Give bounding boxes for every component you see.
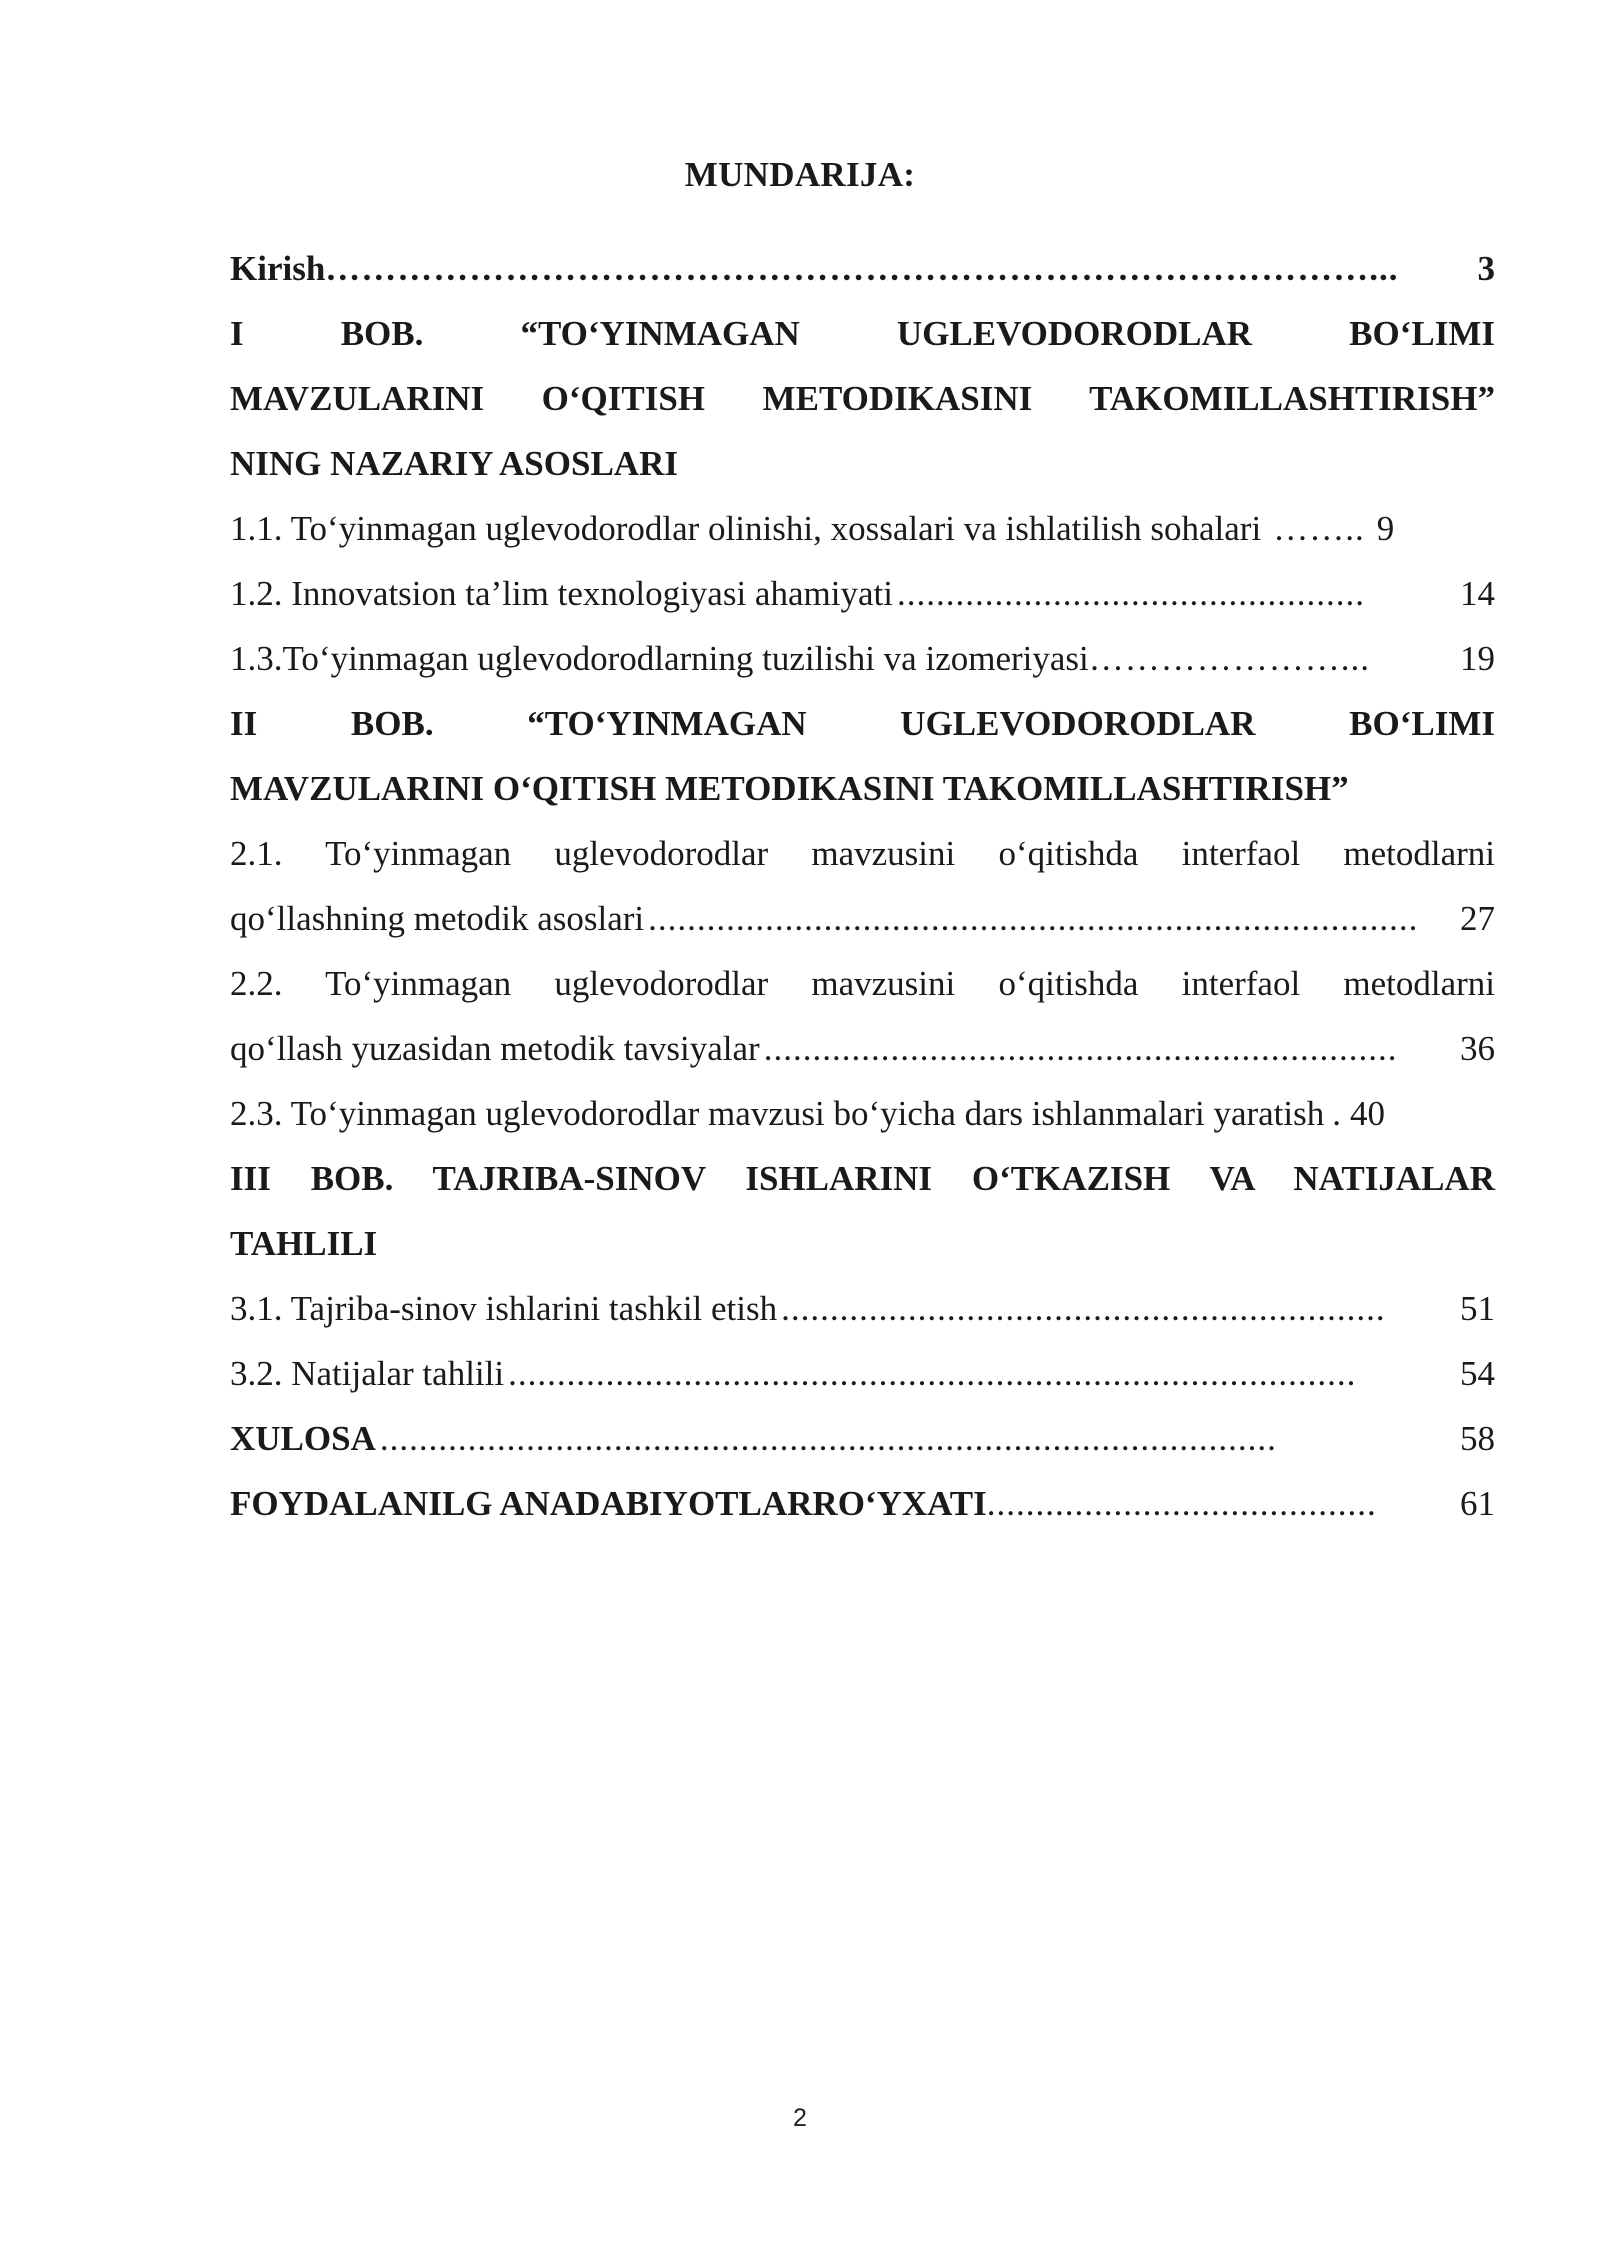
toc-entry-2-1-line-1: 2.1. To‘yinmagan uglevodorodlar mavzusini o‘qitishda interfaol metodlarni	[230, 834, 1495, 873]
dot-leader: .................................................................	[763, 1029, 1398, 1068]
toc-entry-label: FOYDALANILG ANADABIYOTLARRO‘YXATI	[230, 1484, 987, 1523]
toc-chapter-3-line-2: TAHLILI	[230, 1224, 378, 1263]
toc-title: MUNDARIJA:	[684, 155, 916, 194]
toc-entry-label: 3.1. Tajriba-sinov ishlarini tashkil etish	[230, 1289, 778, 1328]
page-number: 2	[793, 2104, 807, 2132]
toc-page-number: 14	[1460, 574, 1495, 613]
toc-entry-2-2-line-1: 2.2. To‘yinmagan uglevodorodlar mavzusini o‘qitishda interfaol metodlarni	[230, 964, 1495, 1003]
dot-leader: ............................................................................................	[379, 1419, 1277, 1458]
toc-entry-label: qo‘llash yuzasidan metodik tavsiyalar	[230, 1029, 760, 1068]
dot-leader: .......................................................................................	[508, 1354, 1357, 1393]
toc-page-number: 40	[1350, 1094, 1385, 1133]
table-of-contents	[230, 236, 1495, 1536]
toc-chapter-1-line-2: MAVZULARINI O‘QITISH METODIKASINI TAKOMILLASHTIRISH”	[230, 379, 1495, 418]
toc-chapter-2-line-2: MAVZULARINI O‘QITISH METODIKASINI TAKOMILLASHTIRISH”	[230, 769, 1349, 808]
dot-leader: ........................................	[986, 1484, 1377, 1523]
toc-entry-label: 1.2. Innovatsion ta’lim texnologiyasi ahamiyati	[230, 574, 893, 613]
toc-entry-label: 1.1. To‘yinmagan uglevodorodlar olinishi, xossalari va ishlatilish sohalari	[230, 509, 1262, 548]
toc-entry-1-1	[230, 496, 1495, 561]
toc-page-number: 3	[1477, 249, 1495, 288]
toc-entry-xulosa	[230, 1406, 1495, 1471]
toc-chapter-2-line-1: II BOB. “TO‘YINMAGAN UGLEVODORODLAR BO‘LIMI	[230, 704, 1495, 743]
toc-entry-2-1	[230, 886, 1495, 951]
toc-entry-references	[230, 1471, 1495, 1536]
toc-chapter-1-line-3: NING NAZARIY ASOSLARI	[230, 444, 678, 483]
toc-entry-3-2	[230, 1341, 1495, 1406]
dot-leader: ...............................................................................	[648, 899, 1419, 938]
dot-leader: .	[1332, 1094, 1342, 1133]
toc-page-number: 51	[1460, 1289, 1495, 1328]
toc-entry-label: qo‘llashning metodik asoslari	[230, 899, 645, 938]
dot-leader: ……..	[1273, 509, 1365, 548]
toc-entry-label: 2.3. To‘yinmagan uglevodorodlar mavzusi bo‘yicha dars ishlanmalari yaratish	[230, 1094, 1325, 1133]
toc-page-number: 36	[1460, 1029, 1495, 1068]
toc-page-number: 9	[1376, 509, 1395, 548]
toc-chapter-3-line-1: III BOB. TAJRIBA-SINOV ISHLARINI O‘TKAZISH VA NATIJALAR	[230, 1159, 1495, 1198]
toc-page-number: 58	[1460, 1419, 1495, 1458]
toc-page-number: 54	[1460, 1354, 1495, 1393]
toc-page-number: 27	[1460, 899, 1495, 938]
dot-leader: ................................................	[896, 574, 1365, 613]
toc-entry-2-3	[230, 1081, 1495, 1146]
dot-leader: ..............................................................	[781, 1289, 1386, 1328]
toc-entry-label: 1.3.To‘yinmagan uglevodorodlarning tuzilishi va izomeriyasi	[230, 639, 1089, 678]
toc-entry-label: 3.2. Natijalar tahlili	[230, 1354, 505, 1393]
toc-chapter-1-line-1: I BOB. “TO‘YINMAGAN UGLEVODORODLAR BO‘LIMI	[230, 314, 1495, 353]
dot-leader: ……………………………………………………………………………...	[325, 249, 1399, 288]
toc-entry-label: XULOSA	[230, 1419, 376, 1458]
toc-page-number: 19	[1460, 639, 1495, 678]
dot-leader: …………………...	[1088, 639, 1370, 678]
toc-entry-kirish	[230, 236, 1495, 301]
toc-entry-3-1	[230, 1276, 1495, 1341]
toc-entry-2-2	[230, 1016, 1495, 1081]
toc-entry-1-3	[230, 626, 1495, 691]
toc-entry-1-2	[230, 561, 1495, 626]
toc-entry-label: Kirish	[230, 249, 326, 288]
toc-page-number: 61	[1460, 1484, 1495, 1523]
